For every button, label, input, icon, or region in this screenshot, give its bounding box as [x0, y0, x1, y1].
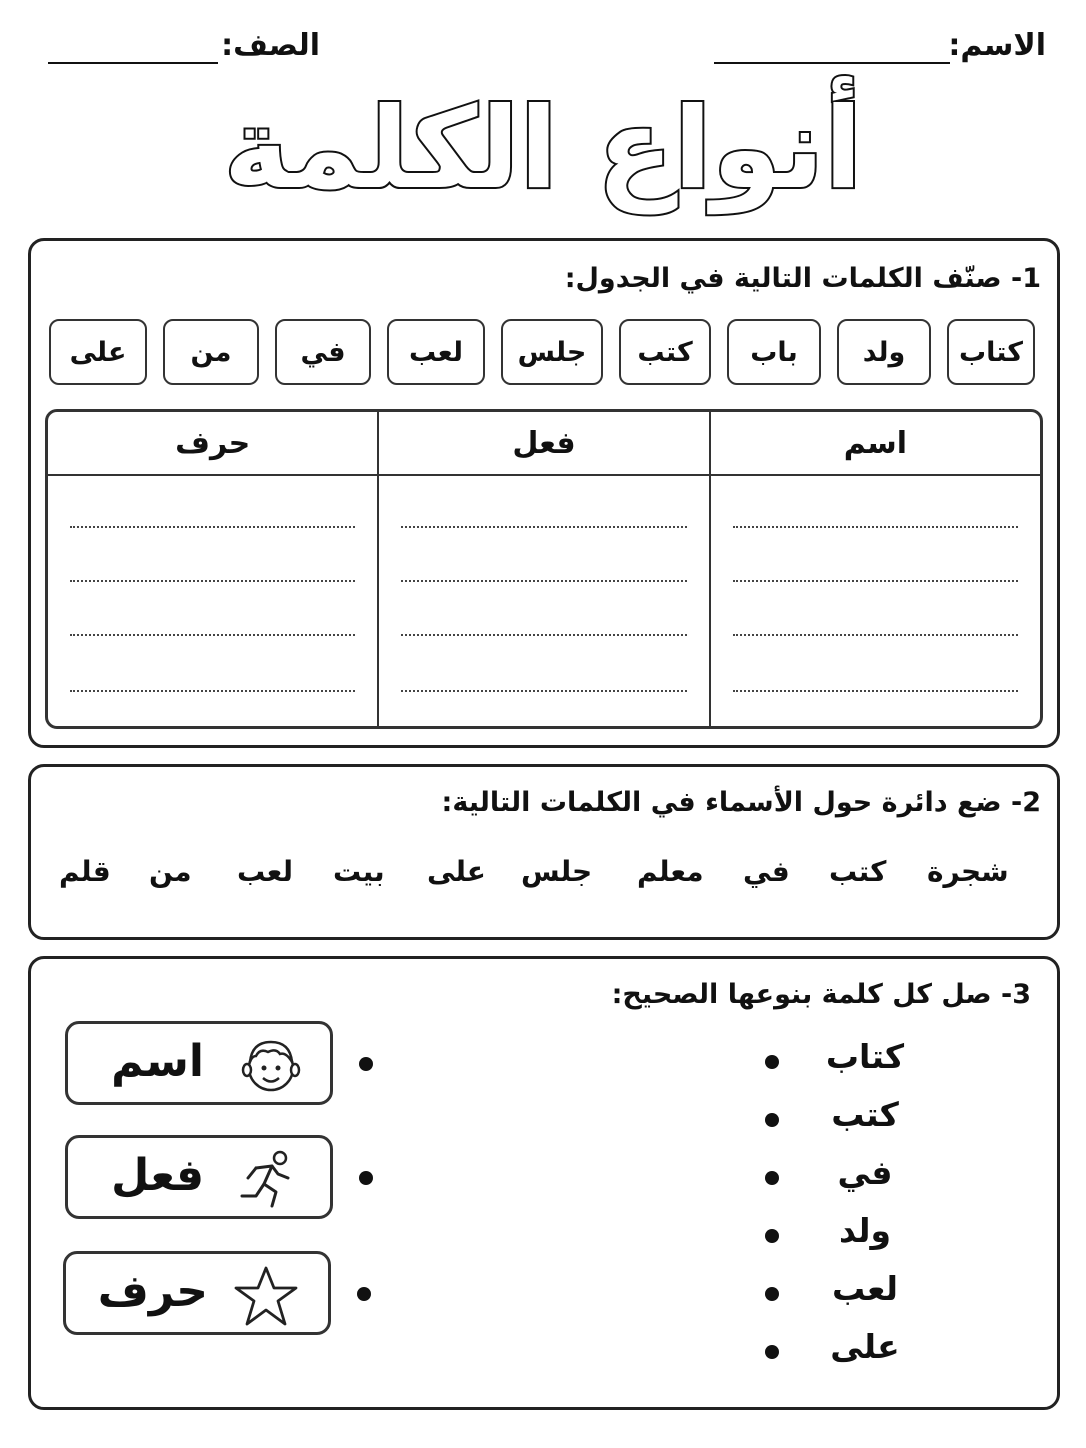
answer-line[interactable]	[733, 690, 1018, 692]
column-verb	[377, 412, 708, 726]
boy-face-icon	[238, 1032, 304, 1098]
type-label: اسم	[111, 1036, 204, 1087]
answer-line[interactable]	[70, 690, 355, 692]
section-classify	[28, 238, 1060, 748]
column-noun	[709, 412, 1040, 726]
type-box-noun	[65, 1021, 333, 1105]
match-dot[interactable]	[765, 1345, 779, 1359]
answer-line[interactable]	[70, 526, 355, 528]
word-chip[interactable]: في	[275, 319, 371, 385]
q2-prompt: 2- ضع دائرة حول الأسماء في الكلمات التالية:	[441, 787, 1041, 818]
type-label: حرف	[97, 1266, 208, 1317]
answer-line[interactable]	[401, 634, 686, 636]
match-word: ولد	[839, 1211, 891, 1250]
circle-word[interactable]: بيت	[333, 855, 385, 888]
section-circle-nouns	[28, 764, 1060, 940]
match-dot[interactable]	[765, 1229, 779, 1243]
match-word: لعب	[832, 1269, 898, 1308]
circle-word[interactable]: كتب	[829, 855, 887, 888]
answer-line[interactable]	[70, 580, 355, 582]
answer-line[interactable]	[733, 526, 1018, 528]
match-dot[interactable]	[359, 1057, 373, 1071]
word-chip[interactable]: ولد	[837, 319, 931, 385]
column-header: فعل	[379, 412, 708, 476]
word-chip[interactable]: كتاب	[947, 319, 1035, 385]
answer-line[interactable]	[401, 690, 686, 692]
circle-word[interactable]: لعب	[237, 855, 293, 888]
answer-line[interactable]	[401, 580, 686, 582]
column-header: حرف	[48, 412, 377, 476]
match-word: كتاب	[825, 1037, 905, 1076]
circle-word[interactable]: قلم	[59, 855, 111, 888]
column-header: اسم	[711, 412, 1040, 476]
match-dot[interactable]	[765, 1055, 779, 1069]
match-word: على	[830, 1327, 900, 1366]
name-label: الاسم:	[948, 28, 1046, 63]
name-line[interactable]	[714, 62, 950, 64]
q1-prompt: 1- صنّف الكلمات التالية في الجدول:	[564, 263, 1041, 294]
match-word: في	[837, 1153, 893, 1192]
q3-prompt: 3- صل كل كلمة بنوعها الصحيح:	[611, 979, 1031, 1010]
circle-word[interactable]: جلس	[521, 855, 593, 888]
word-chip[interactable]: باب	[727, 319, 821, 385]
class-label: الصف:	[221, 28, 320, 63]
answer-line[interactable]	[733, 580, 1018, 582]
running-person-icon	[234, 1150, 300, 1210]
word-chip[interactable]: جلس	[501, 319, 603, 385]
match-word: كتب	[831, 1095, 899, 1134]
type-box-particle	[63, 1251, 331, 1335]
answer-line[interactable]	[70, 634, 355, 636]
circle-word[interactable]: معلم	[637, 855, 704, 888]
circle-word[interactable]: على	[427, 855, 486, 888]
word-chip[interactable]: كتب	[619, 319, 711, 385]
class-line[interactable]	[48, 62, 218, 64]
circle-word[interactable]: في	[743, 855, 790, 888]
star-icon	[232, 1264, 300, 1328]
match-dot[interactable]	[765, 1171, 779, 1185]
column-particle	[48, 412, 377, 726]
match-dot[interactable]	[765, 1113, 779, 1127]
match-dot[interactable]	[359, 1171, 373, 1185]
match-dot[interactable]	[765, 1287, 779, 1301]
word-chip[interactable]: من	[163, 319, 259, 385]
word-chip[interactable]: لعب	[387, 319, 485, 385]
circle-word[interactable]: من	[149, 855, 192, 888]
answer-line[interactable]	[733, 634, 1018, 636]
type-box-verb	[65, 1135, 333, 1219]
word-chip[interactable]: على	[49, 319, 147, 385]
section-match	[28, 956, 1060, 1410]
classification-table	[45, 409, 1043, 729]
type-label: فعل	[111, 1150, 204, 1201]
page-title: أنواع الكلمة	[223, 84, 863, 214]
circle-word[interactable]: شجرة	[927, 855, 1009, 888]
answer-line[interactable]	[401, 526, 686, 528]
match-dot[interactable]	[357, 1287, 371, 1301]
